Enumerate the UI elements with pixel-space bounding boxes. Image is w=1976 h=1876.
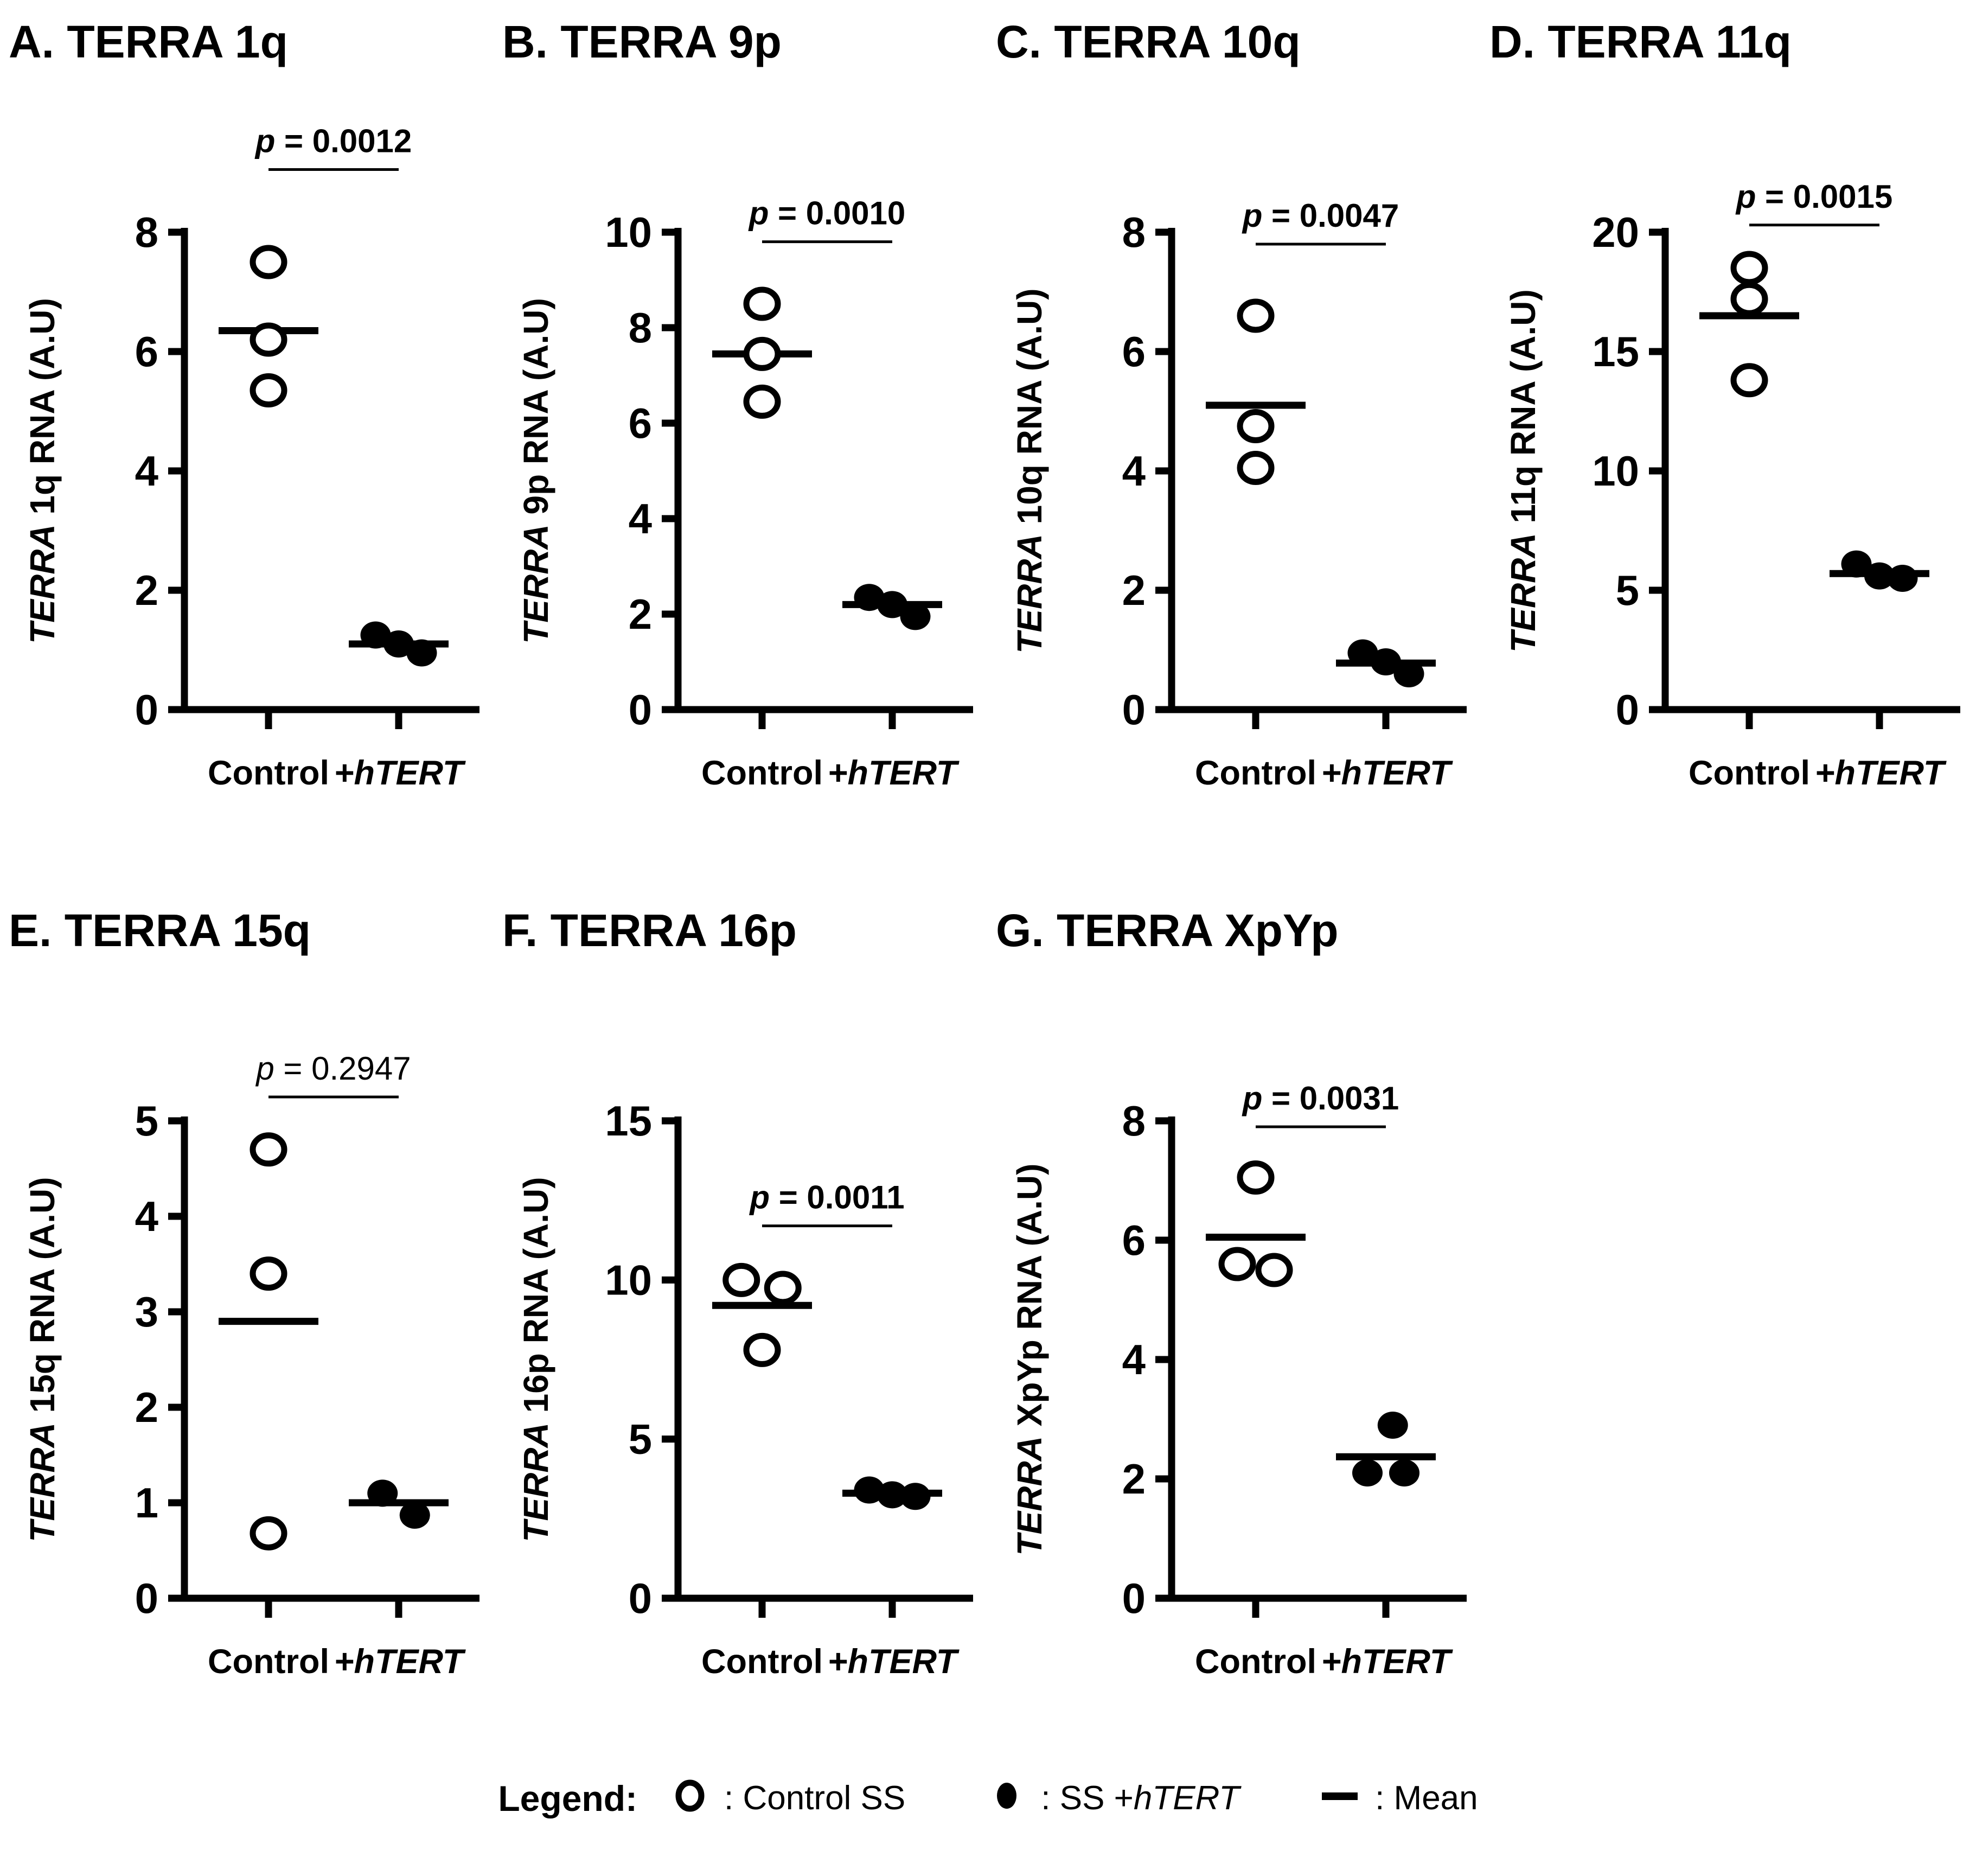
panel-title: E. TERRA 15q — [9, 905, 311, 956]
data-point-open-circle — [1734, 254, 1765, 282]
panel-D-chart — [1481, 4, 1974, 851]
y-axis-label: TERRA 10q RNA (A.U) — [1010, 288, 1049, 654]
panel-G — [987, 893, 1481, 1739]
y-tick-label: 8 — [1122, 1097, 1146, 1145]
panel-B — [494, 4, 987, 851]
y-tick-label: 3 — [135, 1288, 158, 1336]
panel-row-2 — [0, 893, 1976, 1739]
x-category-label-htert: +hTERT — [827, 1643, 957, 1681]
data-point-open-circle — [1240, 454, 1271, 482]
data-point-open-circle — [253, 1519, 284, 1547]
data-point-filled-circle — [1389, 1459, 1419, 1486]
y-tick-label: 10 — [605, 208, 652, 256]
panel-A — [0, 4, 494, 851]
y-tick-label: 0 — [1122, 686, 1146, 733]
legend-item — [1321, 1774, 1478, 1822]
data-point-filled-circle — [900, 1483, 931, 1510]
y-tick-label: 0 — [628, 1574, 652, 1622]
p-value-label: p = 0.0031 — [1242, 1080, 1399, 1116]
data-point-open-circle — [1258, 1256, 1290, 1284]
legend-item-text: : Mean — [1375, 1779, 1478, 1817]
y-tick-label: 2 — [1122, 1455, 1146, 1503]
data-point-filled-circle — [407, 640, 437, 667]
x-category-label-control: Control — [208, 1643, 329, 1681]
y-tick-label: 1 — [135, 1479, 158, 1527]
x-category-label-control: Control — [701, 754, 823, 792]
y-tick-label: 15 — [1592, 328, 1639, 375]
p-value-label: p = 0.0047 — [1242, 197, 1399, 234]
data-point-open-circle — [253, 377, 284, 405]
x-category-label-htert: +hTERT — [334, 1643, 464, 1681]
x-category-label-htert: +hTERT — [1814, 754, 1945, 792]
data-point-filled-circle — [367, 1479, 398, 1507]
panel-C-chart — [987, 4, 1481, 851]
panel-title: C. TERRA 10q — [996, 16, 1301, 67]
panel-F — [494, 893, 987, 1739]
data-point-filled-circle — [900, 603, 931, 630]
data-point-open-circle — [726, 1266, 757, 1294]
y-tick-label: 2 — [135, 1383, 158, 1431]
filled-circle-icon — [987, 1774, 1027, 1822]
x-category-label-htert: +hTERT — [334, 754, 464, 792]
panel-G-chart — [987, 893, 1481, 1739]
panel-title: A. TERRA 1q — [9, 16, 288, 67]
data-point-open-circle — [1240, 1164, 1271, 1192]
data-point-open-circle — [746, 340, 778, 368]
x-category-label-htert: +hTERT — [1321, 754, 1451, 792]
data-point-open-circle — [1240, 412, 1271, 441]
legend-title: Legend: — [498, 1778, 638, 1818]
y-axis-label: TERRA 15q RNA (A.U) — [23, 1177, 62, 1542]
y-tick-label: 4 — [1122, 447, 1146, 495]
y-tick-label: 4 — [1122, 1336, 1146, 1383]
panel-A-chart — [0, 4, 494, 851]
data-point-open-circle — [746, 290, 778, 318]
data-point-open-circle — [253, 1135, 284, 1164]
x-category-label-htert: +hTERT — [1321, 1643, 1451, 1681]
data-point-filled-circle — [1888, 565, 1918, 592]
panel-E-chart — [0, 893, 494, 1739]
y-tick-label: 4 — [135, 1192, 158, 1240]
y-axis-label: TERRA 9p RNA (A.U) — [516, 298, 555, 644]
data-point-filled-circle — [400, 1502, 430, 1529]
legend-item-text: : SS +hTERT — [1041, 1779, 1240, 1817]
panel-C — [987, 4, 1481, 851]
y-axis-label: TERRA 16p RNA (A.U) — [516, 1177, 555, 1542]
y-tick-label: 2 — [628, 590, 652, 638]
y-tick-label: 10 — [605, 1256, 652, 1304]
figure-legend — [0, 1774, 1976, 1822]
y-tick-label: 8 — [135, 208, 158, 256]
panel-F-chart — [494, 893, 987, 1739]
y-tick-label: 15 — [605, 1097, 652, 1145]
y-tick-label: 0 — [1615, 686, 1639, 733]
x-category-label-control: Control — [701, 1643, 823, 1681]
y-tick-label: 6 — [628, 399, 652, 447]
data-point-open-circle — [746, 1336, 778, 1364]
y-tick-label: 20 — [1592, 208, 1639, 256]
data-point-open-circle — [253, 248, 284, 276]
y-tick-label: 6 — [1122, 328, 1146, 375]
p-value-label: p = 0.0010 — [749, 195, 906, 232]
y-tick-label: 5 — [628, 1415, 652, 1463]
y-tick-label: 5 — [1615, 566, 1639, 614]
y-tick-label: 5 — [135, 1097, 158, 1145]
y-tick-label: 2 — [1122, 566, 1146, 614]
y-tick-label: 0 — [1122, 1574, 1146, 1622]
y-tick-label: 0 — [628, 686, 652, 733]
y-axis-label: TERRA XpYp RNA (A.U) — [1010, 1163, 1049, 1556]
y-tick-label: 2 — [135, 566, 158, 614]
legend-item — [987, 1774, 1239, 1822]
panel-D — [1481, 4, 1974, 851]
y-tick-label: 10 — [1592, 447, 1639, 495]
data-point-open-circle — [767, 1274, 798, 1302]
data-point-open-circle — [253, 326, 284, 354]
x-category-label-control: Control — [208, 754, 329, 792]
data-point-open-circle — [1734, 285, 1765, 313]
panel-row-1 — [0, 0, 1976, 851]
p-value-label: p = 0.0012 — [255, 123, 412, 159]
panel-E — [0, 893, 494, 1739]
data-point-filled-circle — [1394, 660, 1424, 687]
y-tick-label: 4 — [135, 447, 158, 495]
y-tick-label: 8 — [628, 304, 652, 352]
legend-item-text: : Control SS — [724, 1779, 906, 1817]
x-category-label-control: Control — [1689, 754, 1810, 792]
y-tick-label: 6 — [1122, 1216, 1146, 1264]
data-point-open-circle — [1222, 1250, 1253, 1278]
data-point-open-circle — [746, 387, 778, 416]
y-tick-label: 6 — [135, 328, 158, 375]
data-point-filled-circle — [1352, 1459, 1383, 1486]
data-point-open-circle — [253, 1260, 284, 1288]
data-point-open-circle — [1734, 366, 1765, 394]
p-value-label: p = 0.0015 — [1736, 178, 1893, 215]
x-category-label-control: Control — [1195, 1643, 1316, 1681]
y-tick-label: 0 — [135, 1574, 158, 1622]
p-value-label: p = 0.0011 — [750, 1179, 905, 1216]
y-tick-label: 8 — [1122, 208, 1146, 256]
panel-title: F. TERRA 16p — [502, 905, 797, 956]
panel-title: B. TERRA 9p — [502, 16, 782, 67]
y-tick-label: 4 — [628, 495, 652, 543]
data-point-open-circle — [1240, 302, 1271, 330]
legend-item — [670, 1774, 905, 1822]
panel-title: D. TERRA 11q — [1489, 16, 1792, 67]
x-category-label-htert: +hTERT — [827, 754, 957, 792]
p-value-label: p = 0.2947 — [256, 1050, 411, 1087]
mean-line-icon — [1321, 1774, 1361, 1822]
y-tick-label: 0 — [135, 686, 158, 733]
open-circle-icon — [670, 1774, 710, 1822]
data-point-filled-circle — [1378, 1412, 1408, 1439]
x-category-label-control: Control — [1195, 754, 1316, 792]
panel-title: G. TERRA XpYp — [996, 905, 1339, 956]
y-axis-label: TERRA 11q RNA (A.U) — [1504, 289, 1543, 653]
y-axis-label: TERRA 1q RNA (A.U) — [23, 298, 62, 644]
panel-B-chart — [494, 4, 987, 851]
